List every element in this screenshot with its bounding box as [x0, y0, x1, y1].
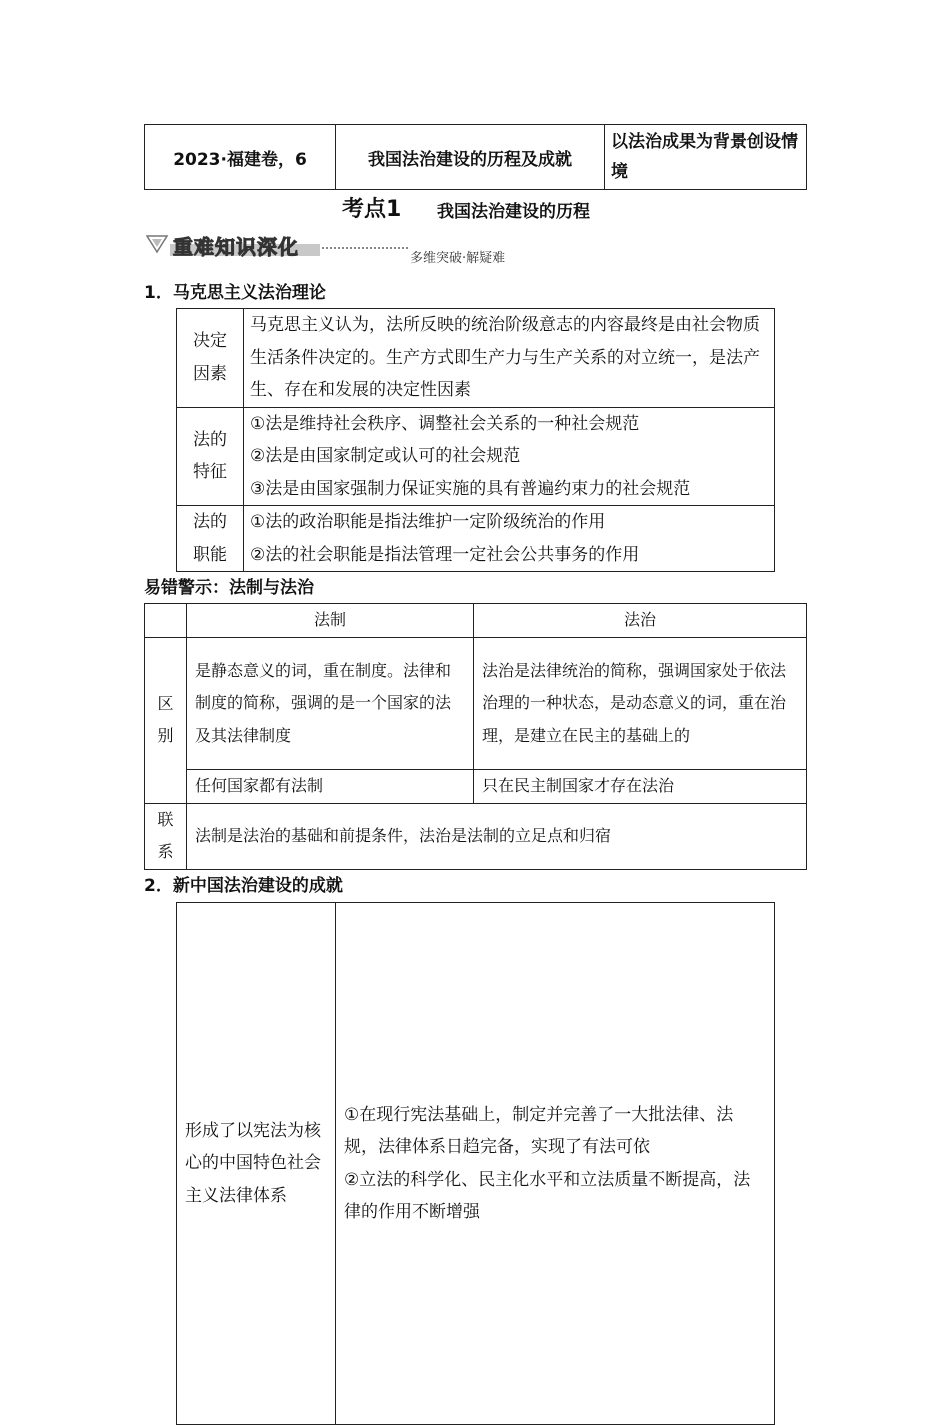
law-functions-text: ①法的政治职能是指法维护一定阶级统治的作用 ②法的社会职能是指法管理一定社会公共事务的作用	[244, 506, 775, 572]
achievement-left: 形成了以宪法为核心的中国特色社会主义法律体系	[177, 903, 336, 1425]
difference-rule-of-law: 法治是法律统治的简称，强调国家处于依法治理的一种状态，是动态意义的词，重在治理，是建立在民主的基础上的	[474, 638, 807, 770]
row-label-connection: 联 系	[145, 803, 187, 869]
achievement-right: ①在现行宪法基础上，制定并完善了一大批法律、法规，法律体系日趋完备，实现了有法可依 ②立法的科学化、民主化水平和立法质量不断提高，法律的作用不断增强	[336, 903, 775, 1425]
banner-title: 重难知识深化	[173, 235, 299, 259]
corner-cell	[145, 604, 187, 638]
row-label-decisive-factor: 决定 因素	[177, 309, 244, 408]
section2-heading: 2．新中国法治建设的成就	[144, 876, 343, 896]
row-label-law-functions: 法的 职能	[177, 506, 244, 572]
exam-context: 以法治成果为背景创设情境	[605, 125, 807, 190]
marxist-law-table	[176, 308, 775, 572]
achievements-table	[176, 902, 775, 1425]
triangle-icon	[146, 232, 168, 254]
existence-rule-of-law: 只在民主制国家才存在法治	[474, 770, 807, 804]
section1-heading: 1．马克思主义法治理论	[144, 283, 326, 303]
col-header-rule-of-law: 法治	[474, 604, 807, 638]
exam-info-table	[144, 124, 807, 190]
decisive-factor-text: 马克思主义认为，法所反映的统治阶级意志的内容最终是由社会物质生活条件决定的。生产方式即生产力与生产关系的对立统一，是法产生、存在和发展的决定性因素	[244, 309, 775, 408]
banner-divider	[322, 247, 408, 249]
law-features-text: ①法是维持社会秩序、调整社会关系的一种社会规范 ②法是由国家制定或认可的社会规范 ③法是由国家强制力保证实施的具有普遍约束力的社会规范	[244, 407, 775, 506]
row-label-law-features: 法的 特征	[177, 407, 244, 506]
difference-fazhi-system: 是静态意义的词，重在制度。法律和制度的简称，强调的是一个国家的法及其法律制度	[187, 638, 474, 770]
exam-source: 2023·福建卷，6	[145, 125, 336, 190]
connection-text: 法制是法治的基础和前提条件，法治是法制的立足点和归宿	[187, 803, 807, 869]
kaodian-label: 考点1	[342, 197, 402, 222]
banner-subtitle: 多维突破·解疑难	[410, 251, 506, 266]
col-header-fazhi-system: 法制	[187, 604, 474, 638]
existence-fazhi-system: 任何国家都有法制	[187, 770, 474, 804]
kaodian-title: 我国法治建设的历程	[437, 202, 590, 222]
fazhi-comparison-table	[144, 603, 807, 870]
row-label-difference: 区 别	[145, 638, 187, 804]
warning-heading: 易错警示：法制与法治	[144, 578, 314, 598]
exam-topic: 我国法治建设的历程及成就	[336, 125, 605, 190]
